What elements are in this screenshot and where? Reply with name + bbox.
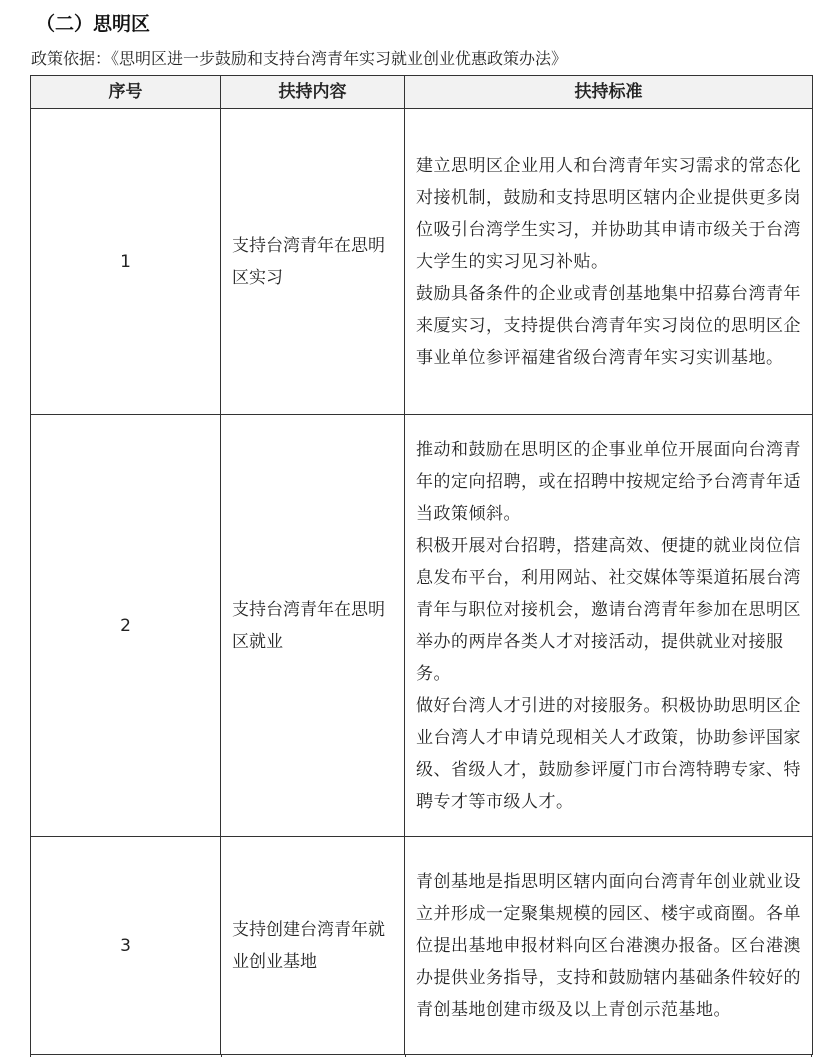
table-header-row: [31, 76, 813, 109]
standard-paragraph: 积极开展对台招聘，搭建高效、便捷的就业岗位信息发布平台，利用网站、社交媒体等渠道拓展台湾青年与职位对接机会，邀请台湾青年参加在思明区举办的两岸各类人才对接活动，提供就业对接服务。: [416, 535, 801, 684]
row-number: 3: [31, 837, 221, 1055]
support-standard: [405, 415, 813, 837]
policy-basis: 政策依据：《思明区进一步鼓励和支持台湾青年实习就业创业优惠政策办法》: [31, 49, 568, 68]
table-row: [31, 109, 813, 415]
header-number: 序号: [31, 76, 221, 109]
table-row: [31, 837, 813, 1055]
standard-paragraph: 鼓励具备条件的企业或青创基地集中招募台湾青年来厦实习，支持提供台湾青年实习岗位的思明区企事业单位参评福建省级台湾青年实习实训基地。: [416, 283, 801, 368]
row-number: 2: [31, 415, 221, 837]
header-standard: 扶持标准: [405, 76, 813, 109]
policy-table: [30, 75, 813, 1055]
support-content: 支持台湾青年在思明区就业: [221, 415, 405, 837]
header-content: 扶持内容: [221, 76, 405, 109]
standard-paragraph: 做好台湾人才引进的对接服务。积极协助思明区企业台湾人才申请兑现相关人才政策，协助参评国家级、省级人才，鼓励参评厦门市台湾特聘专家、特聘专才等市级人才。: [416, 695, 801, 812]
standard-paragraph: 青创基地是指思明区辖内面向台湾青年创业就业设立并形成一定聚集规模的园区、楼宇或商圈。各单位提出基地申报材料向区台港澳办报备。区台港澳办提供业务指导，支持和鼓励辖内基础条件较好的青创基地创建市级及以上青创示范基地。: [416, 871, 801, 1020]
table-row: [31, 415, 813, 837]
support-standard: [405, 837, 813, 1055]
standard-paragraph: 建立思明区企业用人和台湾青年实习需求的常态化对接机制，鼓励和支持思明区辖内企业提供更多岗位吸引台湾学生实习，并协助其申请市级关于台湾大学生的实习见习补贴。: [416, 155, 801, 272]
support-standard: [405, 109, 813, 415]
section-heading: （二）思明区: [36, 13, 151, 35]
support-content: 支持创建台湾青年就业创业基地: [221, 837, 405, 1055]
standard-paragraph: 推动和鼓励在思明区的企事业单位开展面向台湾青年的定向招聘，或在招聘中按规定给予台湾青年适当政策倾斜。: [416, 439, 801, 524]
support-content: 支持台湾青年在思明区实习: [221, 109, 405, 415]
row-number: 1: [31, 109, 221, 415]
